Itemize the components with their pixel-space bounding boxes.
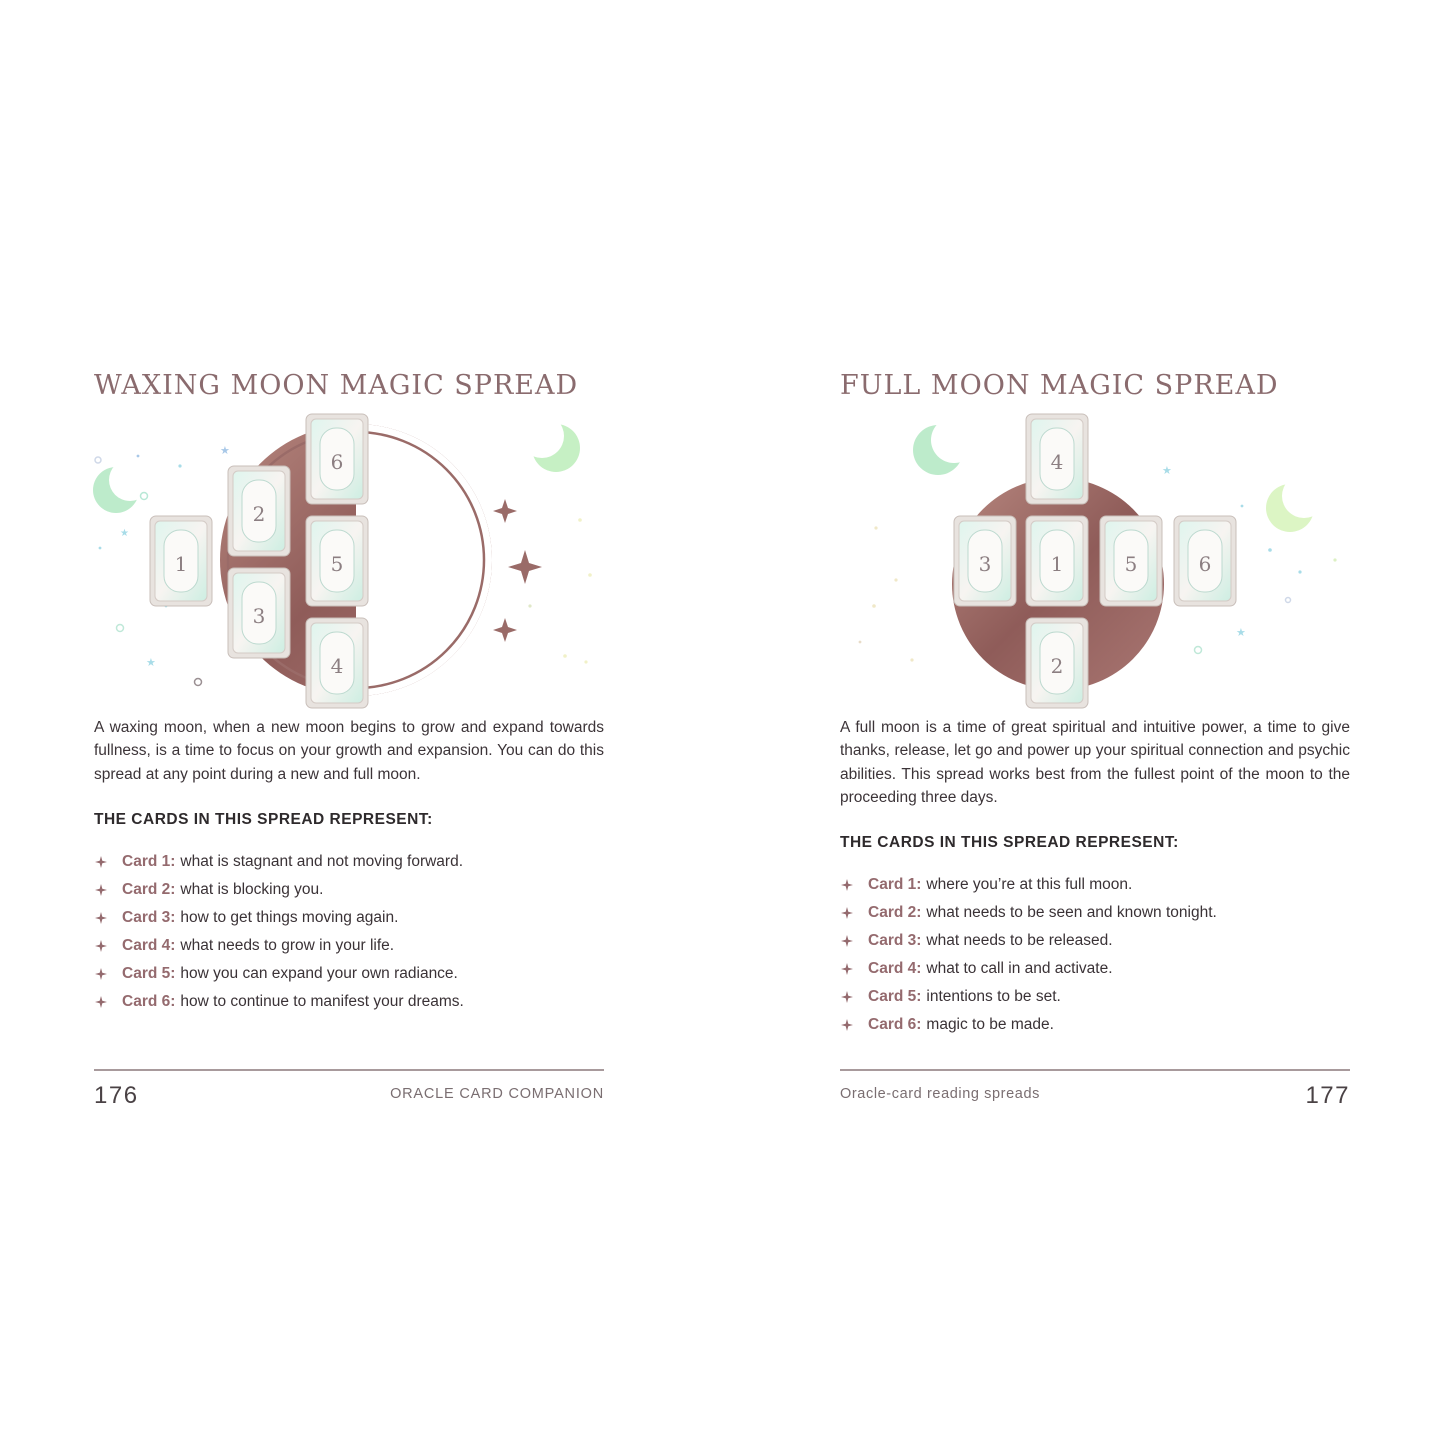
card-label: Card 5: <box>122 965 176 982</box>
sparkle-icon <box>493 499 517 523</box>
star-bullet-icon <box>840 906 854 920</box>
star-dot <box>195 679 202 686</box>
card-meaning: where you’re at this full moon. <box>926 876 1133 893</box>
star-bullet-icon <box>840 1018 854 1032</box>
spread-card-5 <box>1100 516 1162 606</box>
sparkle-icon <box>493 618 517 642</box>
card-label: Card 3: <box>868 932 922 949</box>
card-meaning: what is stagnant and not moving forward. <box>180 853 464 870</box>
list-item <box>94 848 464 876</box>
card-number: 3 <box>978 552 992 576</box>
spread-card-2 <box>1026 618 1088 708</box>
list-item <box>94 904 464 932</box>
card-label: Card 6: <box>868 1016 922 1033</box>
intro-paragraph: A full moon is a time of great spiritual and intuitive power, a time to give thanks, release, let go and power up your spiritual connection and psychic abilities. This spread works best from the fullest point of the moon to the proceeding three days. <box>840 719 1350 806</box>
star-dot <box>117 625 124 632</box>
card-label: Card 2: <box>122 881 176 898</box>
spread-card-3 <box>954 516 1016 606</box>
star-dot: ★ <box>1236 627 1246 639</box>
card-meaning: what is blocking you. <box>180 881 324 898</box>
card-label: Card 1: <box>122 853 176 870</box>
card-meaning: what needs to be released. <box>926 932 1113 949</box>
card-number: 3 <box>252 604 266 628</box>
star-dot: ★ <box>220 445 230 457</box>
card-number: 6 <box>330 450 344 474</box>
card-meaning: magic to be made. <box>926 1016 1054 1033</box>
card-meaning: how to continue to manifest your dreams. <box>180 993 464 1010</box>
star-bullet-icon <box>94 911 108 925</box>
page-title: WAXING MOON MAGIC SPREAD <box>94 370 579 401</box>
spread-card-4 <box>1026 414 1088 504</box>
card-label: Card 2: <box>868 904 922 921</box>
card-meaning: how to get things moving again. <box>180 909 399 926</box>
list-item <box>840 955 1217 983</box>
section-subheading: THE CARDS IN THIS SPREAD REPRESENT: <box>94 811 433 828</box>
star-dot: ★ <box>146 657 156 669</box>
crescent-moon-icon <box>93 459 151 513</box>
card-meaning: intentions to be set. <box>926 988 1061 1005</box>
list-item <box>840 983 1217 1011</box>
crescent-moon-icon <box>913 417 977 475</box>
list-item <box>94 960 464 988</box>
star-bullet-icon <box>94 855 108 869</box>
card-meanings-list <box>94 848 464 1016</box>
page-number: 176 <box>94 1082 139 1109</box>
waxing-moon-spread-illustration <box>80 410 600 710</box>
star-dot: ★ <box>120 528 129 539</box>
star-bullet-icon <box>840 934 854 948</box>
card-meaning: what needs to grow in your life. <box>180 937 395 954</box>
card-number: 5 <box>1124 552 1138 576</box>
card-meaning: what needs to be seen and known tonight. <box>926 904 1217 921</box>
list-item <box>94 988 464 1016</box>
spread-card-2 <box>228 466 290 556</box>
card-label: Card 1: <box>868 876 922 893</box>
star-bullet-icon <box>94 939 108 953</box>
star-dot <box>1286 598 1291 603</box>
footer-divider <box>94 1069 604 1071</box>
spread-card-4 <box>306 618 368 708</box>
card-meanings-list <box>840 871 1217 1039</box>
card-number: 5 <box>330 552 344 576</box>
card-label: Card 6: <box>122 993 176 1010</box>
spread-card-6 <box>1174 516 1236 606</box>
running-footer: Oracle-card reading spreads <box>840 1086 1040 1102</box>
crescent-moon-icon <box>1266 474 1326 532</box>
card-label: Card 3: <box>122 909 176 926</box>
star-bullet-icon <box>840 990 854 1004</box>
star-dot <box>1195 647 1202 654</box>
moon-white-half <box>356 424 492 696</box>
card-number: 1 <box>174 552 188 576</box>
card-label: Card 5: <box>868 988 922 1005</box>
list-item <box>840 899 1217 927</box>
card-meaning: how you can expand your own radiance. <box>180 965 458 982</box>
star-bullet-icon <box>94 883 108 897</box>
star-dot: ★ <box>1162 465 1172 477</box>
card-number: 1 <box>1050 552 1064 576</box>
card-number: 2 <box>1050 654 1064 678</box>
spread-card-6 <box>306 414 368 504</box>
footer-divider <box>840 1069 1350 1071</box>
page-number: 177 <box>1305 1082 1350 1109</box>
star-bullet-icon <box>94 967 108 981</box>
list-item <box>94 876 464 904</box>
star-bullet-icon <box>94 995 108 1009</box>
spread-card-1 <box>150 516 212 606</box>
intro-paragraph: A waxing moon, when a new moon begins to grow and expand towards fullness, is a time to focus on your growth and expansion. You can do this spread at any point during a new and full moon. <box>94 719 604 783</box>
crescent-moon-icon <box>520 414 580 472</box>
section-subheading: THE CARDS IN THIS SPREAD REPRESENT: <box>840 834 1179 851</box>
list-item <box>840 927 1217 955</box>
star-dot <box>95 457 101 463</box>
sparkle-icon <box>508 550 542 584</box>
spread-card-3 <box>228 568 290 658</box>
list-item <box>840 871 1217 899</box>
card-label: Card 4: <box>122 937 176 954</box>
star-bullet-icon <box>840 962 854 976</box>
list-item <box>94 932 464 960</box>
card-meaning: what to call in and activate. <box>926 960 1113 977</box>
spread-card-5 <box>306 516 368 606</box>
spread-card-1 <box>1026 516 1088 606</box>
card-label: Card 4: <box>868 960 922 977</box>
list-item <box>840 1011 1217 1039</box>
full-moon-spread-illustration <box>830 410 1350 710</box>
running-footer: ORACLE CARD COMPANION <box>390 1086 604 1102</box>
card-number: 6 <box>1198 552 1212 576</box>
star-bullet-icon <box>840 878 854 892</box>
card-number: 4 <box>330 654 344 678</box>
card-number: 4 <box>1050 450 1064 474</box>
page-title: FULL MOON MAGIC SPREAD <box>840 370 1279 401</box>
card-number: 2 <box>252 502 266 526</box>
